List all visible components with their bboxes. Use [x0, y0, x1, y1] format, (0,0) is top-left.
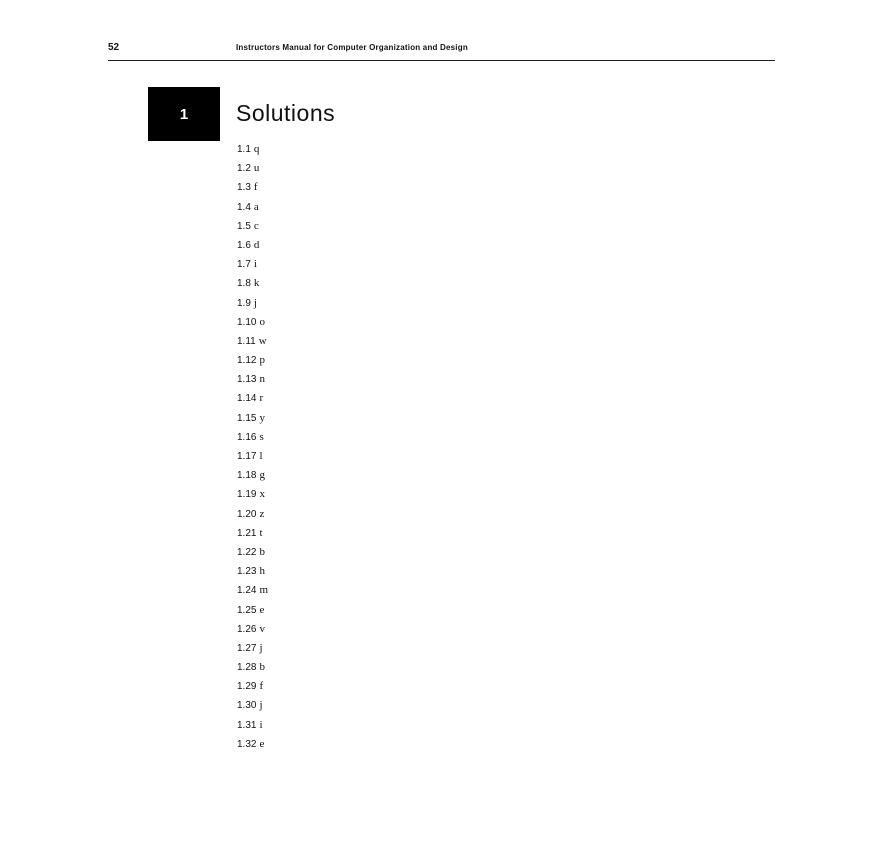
answer-item: [237, 524, 268, 543]
exercise-number: 1.8: [237, 278, 251, 290]
answer-letter: b: [259, 661, 265, 674]
answer-item: [237, 159, 268, 178]
answer-letter: t: [259, 526, 263, 539]
answer-item: [237, 140, 268, 159]
exercise-number: 1.26: [237, 623, 257, 635]
answer-letter: x: [259, 488, 265, 501]
answer-item: [237, 543, 268, 562]
section-title: Solutions: [236, 100, 336, 126]
exercise-number: 1.31: [237, 719, 257, 731]
answer-letter: f: [253, 181, 258, 194]
exercise-number: 1.3: [237, 182, 251, 194]
answer-letter: s: [259, 430, 264, 443]
answer-item: [237, 332, 268, 351]
answer-letter: p: [259, 354, 265, 367]
exercise-number: 1.15: [237, 412, 257, 424]
exercise-number: 1.1: [237, 144, 251, 155]
answer-item: [237, 217, 268, 236]
answer-letter: i: [259, 718, 263, 731]
answer-item: [237, 466, 268, 485]
answer-item: [237, 716, 268, 735]
chapter-number-box: [148, 87, 220, 141]
exercise-number: 1.23: [237, 566, 257, 578]
answer-letter: b: [259, 545, 265, 558]
exercise-number: 1.7: [237, 259, 251, 271]
answer-letter: j: [259, 641, 263, 654]
exercise-number: 1.6: [237, 239, 251, 251]
exercise-number: 1.20: [237, 508, 257, 520]
answer-letter: z: [259, 507, 265, 520]
answer-item: [237, 313, 268, 332]
answer-item: [237, 428, 268, 447]
exercise-number: 1.10: [237, 316, 257, 328]
answer-item: [237, 620, 268, 639]
answer-letter: i: [253, 258, 257, 271]
answer-letter: w: [258, 334, 267, 347]
answer-item: [237, 294, 268, 313]
answer-item: [237, 389, 268, 408]
answer-letter: v: [259, 622, 265, 635]
header-rule: [108, 60, 775, 61]
answer-item: [237, 485, 268, 504]
answer-item: [237, 505, 268, 524]
answer-letter: r: [259, 392, 264, 405]
answer-list: [237, 140, 268, 754]
answer-item: [237, 601, 268, 620]
exercise-number: 1.12: [237, 355, 257, 367]
exercise-number: 1.25: [237, 604, 257, 616]
answer-item: [237, 236, 268, 255]
exercise-number: 1.11: [237, 335, 256, 347]
exercise-number: 1.17: [237, 451, 257, 462]
exercise-number: 1.32: [237, 738, 257, 750]
answer-letter: m: [259, 584, 269, 597]
chapter-number: 1: [179, 105, 189, 123]
exercise-number: 1.22: [237, 546, 257, 558]
answer-letter: l: [259, 450, 263, 462]
exercise-number: 1.16: [237, 431, 257, 443]
answer-item: [237, 370, 268, 389]
exercise-number: 1.29: [237, 681, 257, 693]
exercise-number: 1.18: [237, 470, 257, 482]
answer-letter: j: [259, 699, 263, 712]
answer-item: [237, 351, 268, 370]
answer-item: [237, 255, 268, 274]
answer-item: [237, 735, 268, 754]
answer-item: [237, 639, 268, 658]
answer-letter: k: [253, 277, 260, 290]
answer-letter: e: [259, 603, 265, 616]
answer-letter: q: [253, 143, 260, 155]
answer-letter: y: [259, 411, 265, 424]
answer-item: [237, 562, 268, 581]
answer-letter: d: [253, 238, 260, 251]
answer-letter: a: [253, 200, 259, 213]
answer-letter: f: [259, 680, 264, 693]
exercise-number: 1.28: [237, 662, 257, 674]
answer-item: [237, 409, 268, 428]
exercise-number: 1.13: [237, 374, 257, 386]
running-head: Instructors Manual for Computer Organization and Design: [236, 43, 468, 52]
exercise-number: 1.19: [237, 489, 257, 501]
answer-letter: e: [259, 737, 265, 750]
answer-item: [237, 658, 268, 677]
answer-item: [237, 581, 268, 600]
exercise-number: 1.14: [237, 393, 257, 405]
answer-letter: n: [259, 373, 265, 386]
answer-letter: o: [259, 315, 265, 328]
answer-item: [237, 696, 268, 715]
exercise-number: 1.5: [237, 220, 251, 232]
exercise-number: 1.4: [237, 201, 251, 213]
exercise-number: 1.27: [237, 642, 257, 654]
exercise-number: 1.2: [237, 163, 251, 175]
answer-item: [237, 447, 268, 466]
answer-item: [237, 274, 268, 293]
answer-item: [237, 677, 268, 696]
answer-letter: c: [253, 219, 259, 232]
page-number: 52: [108, 42, 120, 53]
answer-item: [237, 198, 268, 217]
exercise-number: 1.21: [237, 527, 257, 539]
answer-letter: u: [253, 162, 260, 175]
answer-letter: g: [259, 469, 265, 482]
answer-item: [237, 178, 268, 197]
exercise-number: 1.9: [237, 297, 251, 309]
answer-letter: h: [259, 565, 265, 578]
answer-letter: j: [253, 296, 257, 309]
exercise-number: 1.30: [237, 700, 257, 712]
exercise-number: 1.24: [237, 585, 257, 597]
